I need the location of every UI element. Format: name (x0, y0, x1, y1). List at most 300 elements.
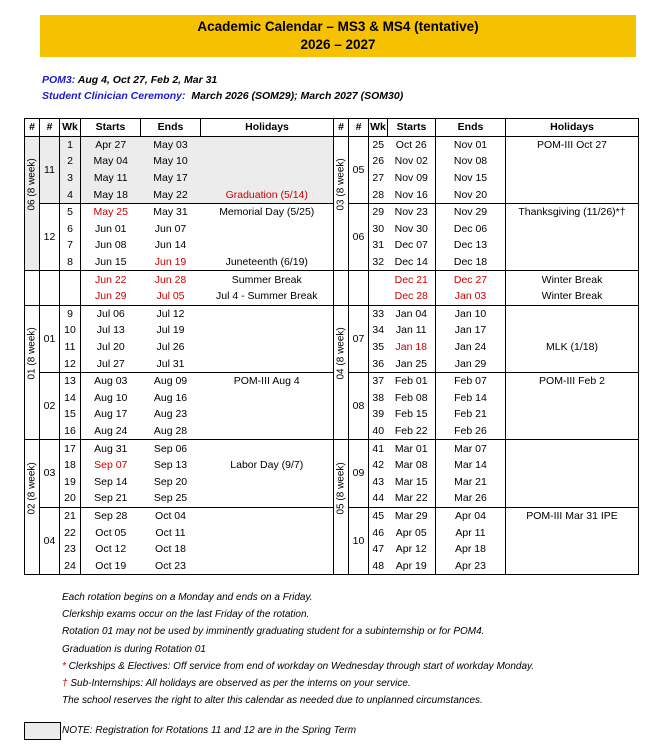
col-week: Wk (369, 119, 388, 137)
week-number: 1 (60, 136, 81, 153)
week-number: 21 (60, 507, 81, 524)
col-rotation: # (40, 119, 60, 137)
start-date: Apr 05 (395, 526, 427, 539)
table-row (25, 490, 639, 507)
week-number: 6 (60, 221, 81, 238)
holiday (201, 473, 334, 490)
week-number: 29 (369, 203, 388, 220)
start-date: Mar 08 (394, 459, 428, 472)
week-number: 38 (372, 391, 385, 404)
end-date: May 10 (141, 153, 201, 170)
end-date: Sep 06 (141, 440, 201, 457)
ceremony-line (42, 90, 403, 102)
rotation-number: 05 (349, 136, 369, 203)
start-date: Jun 01 (94, 222, 127, 235)
end-date: May 31 (141, 203, 201, 220)
end-date: Sep 13 (153, 459, 188, 472)
table-row (25, 221, 639, 238)
holiday: Winter Break (506, 288, 639, 305)
end-date: Dec 13 (436, 237, 506, 254)
table-row (25, 288, 639, 305)
holiday (201, 153, 334, 170)
end-date: Aug 23 (153, 408, 188, 421)
block-label-text: 02 (8 week) (26, 461, 38, 515)
end-date: Nov 01 (436, 136, 506, 153)
holiday (506, 406, 639, 423)
holiday (201, 524, 334, 541)
week-number: 9 (60, 305, 81, 322)
week-number: 46 (372, 526, 385, 539)
week-number: 16 (60, 423, 81, 440)
week-number: 18 (60, 457, 81, 474)
calendar-table (24, 118, 639, 575)
block-label (25, 271, 40, 305)
title-banner (40, 15, 636, 57)
start-date: Mar 15 (394, 475, 428, 488)
end-date: Jun 28 (141, 271, 201, 288)
legend-swatch (24, 722, 61, 740)
start-date: Aug 17 (94, 408, 128, 421)
rotation-number (349, 271, 369, 305)
week-number: 11 (60, 339, 81, 356)
table-row (25, 524, 639, 541)
rotation-number: 03 (40, 440, 60, 507)
note-line (62, 658, 534, 675)
table-row (25, 186, 639, 203)
end-date: Dec 27 (436, 271, 506, 288)
holiday (506, 541, 639, 558)
end-date: Nov 20 (436, 186, 506, 203)
start-date: Nov 16 (394, 188, 428, 201)
start-date: May 11 (81, 170, 141, 187)
holiday (201, 406, 334, 423)
table-row (25, 136, 639, 153)
holiday (506, 170, 639, 187)
note-text: Sub-Internships: All holidays are observed as per the interns on your service. (67, 678, 411, 690)
holiday (201, 221, 334, 238)
holiday: MLK (1/18) (506, 339, 639, 356)
holiday: POM-III Oct 27 (506, 136, 639, 153)
week-number: 44 (372, 492, 385, 505)
start-date: Oct 19 (81, 557, 141, 574)
week-number: 25 (369, 136, 388, 153)
holiday (506, 305, 639, 322)
end-date: Nov 08 (436, 153, 506, 170)
holiday: Jul 4 - Summer Break (201, 288, 334, 305)
start-date: Aug 03 (81, 372, 141, 389)
start-date: Dec 21 (388, 271, 436, 288)
footer-note: NOTE: Registration for Rotations 11 and 12 are in the Spring Term (62, 725, 357, 736)
col-block: # (334, 119, 349, 137)
end-date: Feb 07 (436, 372, 506, 389)
week-number (60, 288, 81, 305)
start-date: Aug 24 (94, 424, 128, 437)
note-line (62, 692, 534, 709)
holiday (506, 186, 639, 203)
holiday (506, 221, 639, 238)
table-row (25, 153, 639, 170)
block-label (334, 305, 349, 440)
note-marker: † (62, 678, 68, 690)
end-date: Oct 11 (155, 526, 186, 539)
week-number: 48 (369, 557, 388, 574)
rotation-number: 11 (40, 136, 60, 203)
table-row (25, 541, 639, 558)
holiday: Memorial Day (5/25) (201, 203, 334, 220)
end-date: Jan 03 (436, 288, 506, 305)
start-date: Nov 30 (394, 222, 428, 235)
start-date: Jan 18 (395, 341, 428, 354)
start-date: Jun 08 (94, 239, 127, 252)
note-line (62, 623, 534, 640)
block-label (25, 440, 40, 575)
note-text: Rotation 01 may not be used by imminently graduating student for a subinternship or for POM4. (62, 626, 485, 638)
col-holidays: Holidays (201, 119, 334, 137)
block-label (334, 136, 349, 271)
start-date: Oct 26 (388, 136, 436, 153)
week-number: 28 (372, 188, 385, 201)
end-date: Nov 29 (436, 203, 506, 220)
start-date: Sep 21 (94, 492, 128, 505)
end-date: Jun 19 (154, 256, 187, 269)
end-date: Jan 17 (436, 322, 506, 339)
table-row (25, 305, 639, 322)
week-number: 24 (60, 557, 81, 574)
note-text: Graduation is during Rotation 01 (62, 643, 206, 655)
week-number: 34 (372, 324, 385, 337)
col-week: Wk (60, 119, 81, 137)
holiday (506, 440, 639, 457)
pom3-label: POM3: (42, 74, 76, 86)
holiday: POM-III Mar 31 IPE (506, 507, 639, 524)
start-date: Sep 28 (81, 507, 141, 524)
end-date: May 22 (141, 186, 201, 203)
start-date: Apr 19 (388, 557, 436, 574)
table-row (25, 390, 639, 407)
block-label (25, 305, 40, 440)
week-number: 37 (369, 372, 388, 389)
week-number: 23 (60, 541, 81, 558)
note-text: The school reserves the right to alter this calendar as needed due to unplanned circumstances. (62, 695, 483, 707)
holiday: Labor Day (9/7) (201, 457, 334, 474)
holiday (201, 557, 334, 574)
start-date: Jun 22 (81, 271, 141, 288)
col-rotation: # (349, 119, 369, 137)
start-date: Dec 28 (394, 290, 428, 303)
rotation-number: 04 (40, 507, 60, 574)
col-ends: Ends (141, 119, 201, 137)
rotation-number (40, 271, 60, 305)
end-date: Sep 20 (153, 475, 188, 488)
week-number: 5 (60, 203, 81, 220)
end-date: Feb 21 (436, 406, 506, 423)
holiday (506, 254, 639, 271)
end-date: Mar 21 (436, 473, 506, 490)
week-number: 27 (372, 172, 385, 185)
col-starts: Starts (388, 119, 436, 137)
note-text: Each rotation begins on a Monday and ends on a Friday. (62, 592, 313, 603)
start-date: Nov 23 (388, 203, 436, 220)
col-block: # (25, 119, 40, 137)
week-number: 14 (60, 390, 81, 407)
end-date: Oct 18 (155, 543, 186, 556)
week-number: 10 (60, 322, 81, 339)
week-number: 39 (372, 408, 385, 421)
table-row (25, 355, 639, 372)
week-number: 31 (372, 239, 385, 252)
rotation-number: 12 (40, 203, 60, 270)
start-date: Feb 22 (394, 424, 428, 437)
end-date: Feb 26 (436, 423, 506, 440)
end-date: May 03 (141, 136, 201, 153)
end-date: Oct 23 (141, 557, 201, 574)
end-date: Apr 11 (436, 524, 506, 541)
holiday (506, 237, 639, 254)
note-marker: * (62, 660, 66, 672)
holiday (201, 355, 334, 372)
table-row (25, 322, 639, 339)
week-number: 2 (60, 153, 81, 170)
week-number: 3 (60, 170, 81, 187)
end-date: Apr 23 (436, 557, 506, 574)
table-row (25, 203, 639, 220)
holiday (506, 457, 639, 474)
start-date: Jan 04 (388, 305, 436, 322)
week-number: 45 (369, 507, 388, 524)
start-date: May 04 (81, 153, 141, 170)
holiday (201, 237, 334, 254)
holiday (201, 490, 334, 507)
end-date: Jul 19 (156, 324, 185, 337)
holiday: Summer Break (201, 271, 334, 288)
holiday (201, 423, 334, 440)
start-date: Feb 01 (388, 372, 436, 389)
block-label (334, 440, 349, 575)
table-row (25, 507, 639, 524)
block-label (334, 271, 349, 305)
week-number: 20 (60, 490, 81, 507)
week-number: 47 (372, 543, 385, 556)
week-number: 36 (372, 357, 385, 370)
start-date: Dec 14 (394, 256, 428, 269)
start-date: Oct 12 (95, 543, 127, 556)
end-date: Aug 16 (153, 391, 188, 404)
end-date: Dec 18 (436, 254, 506, 271)
end-date: Jan 24 (436, 339, 506, 356)
start-date: Apr 27 (81, 136, 141, 153)
pom3-line (42, 74, 217, 86)
start-date: Jul 20 (96, 341, 125, 354)
col-ends: Ends (436, 119, 506, 137)
start-date: Mar 29 (388, 507, 436, 524)
holiday: Graduation (5/14) (201, 186, 334, 203)
holiday: Thanksgiving (11/26)*† (506, 203, 639, 220)
ceremony-label: Student Clinician Ceremony: (42, 90, 186, 102)
holiday (506, 557, 639, 574)
week-number: 26 (372, 155, 385, 168)
header-row (25, 119, 639, 137)
holiday: Winter Break (506, 271, 639, 288)
week-number: 17 (60, 440, 81, 457)
start-date: Jul 27 (96, 357, 125, 370)
end-date: Mar 07 (436, 440, 506, 457)
holiday (201, 507, 334, 524)
holiday (201, 136, 334, 153)
end-date: Jan 10 (436, 305, 506, 322)
table-row (25, 440, 639, 457)
end-date: Aug 28 (153, 424, 188, 437)
start-date: Sep 07 (94, 459, 128, 472)
rotation-number: 09 (349, 440, 369, 507)
holiday (506, 390, 639, 407)
start-date: May 18 (81, 186, 141, 203)
week-number: 12 (60, 355, 81, 372)
start-date: Jan 25 (395, 357, 428, 370)
rotation-number: 08 (349, 372, 369, 439)
week-number: 19 (60, 473, 81, 490)
col-holidays: Holidays (506, 119, 639, 137)
holiday: Juneteenth (6/19) (201, 254, 334, 271)
end-date: Aug 09 (141, 372, 201, 389)
table-row (25, 457, 639, 474)
week-number: 7 (60, 237, 81, 254)
start-date: Feb 15 (394, 408, 428, 421)
week-number: 4 (60, 186, 81, 203)
holiday (506, 153, 639, 170)
holiday (506, 490, 639, 507)
end-date: Nov 15 (436, 170, 506, 187)
rotation-number: 10 (349, 507, 369, 574)
start-date: Sep 14 (94, 475, 128, 488)
start-date: Jul 13 (96, 324, 125, 337)
week-number (60, 271, 81, 288)
end-date: May 17 (141, 170, 201, 187)
calendar-title: Academic Calendar – MS3 & MS4 (tentative) (197, 19, 479, 34)
end-date: Mar 26 (436, 490, 506, 507)
block-label-text: 06 (8 week) (26, 158, 38, 211)
holiday (201, 440, 334, 457)
end-date: Apr 18 (436, 541, 506, 558)
holiday (506, 524, 639, 541)
end-date: Sep 25 (153, 492, 188, 505)
holiday (201, 322, 334, 339)
start-date: Apr 12 (395, 543, 427, 556)
holiday (506, 355, 639, 372)
end-date: Jun 14 (154, 239, 187, 252)
start-date: Oct 05 (95, 526, 127, 539)
week-number: 35 (372, 341, 385, 354)
note-line (62, 606, 534, 623)
block-label-text: 03 (8 week) (335, 158, 347, 211)
table-row (25, 170, 639, 187)
holiday: POM-III Feb 2 (506, 372, 639, 389)
start-date: May 25 (81, 203, 141, 220)
note-text: Clerkship exams occur on the last Friday of the rotation. (62, 609, 310, 621)
end-date: Jul 12 (141, 305, 201, 322)
note-line (62, 589, 534, 606)
end-date: Jan 29 (436, 355, 506, 372)
start-date: Aug 31 (81, 440, 141, 457)
end-date: Feb 14 (436, 390, 506, 407)
table-row (25, 557, 639, 574)
week-number: 22 (60, 524, 81, 541)
rotation-number: 01 (40, 305, 60, 372)
end-date: Mar 14 (436, 457, 506, 474)
table-row (25, 372, 639, 389)
week-number (369, 271, 388, 288)
start-date: Nov 02 (394, 155, 428, 168)
start-date: Dec 07 (394, 239, 428, 252)
start-date: Aug 10 (94, 391, 128, 404)
start-date: Jun 15 (94, 256, 127, 269)
week-number: 33 (369, 305, 388, 322)
week-number: 13 (60, 372, 81, 389)
start-date: Mar 01 (388, 440, 436, 457)
end-date: Jul 31 (156, 357, 185, 370)
holiday (201, 339, 334, 356)
block-label (25, 136, 40, 271)
week-number: 42 (372, 459, 385, 472)
note-line (62, 675, 534, 692)
end-date: Jul 05 (156, 290, 185, 303)
pom3-value: Aug 4, Oct 27, Feb 2, Mar 31 (77, 74, 218, 86)
holiday: POM-III Aug 4 (201, 372, 334, 389)
week-number: 32 (372, 256, 385, 269)
holiday (201, 170, 334, 187)
table-row (25, 423, 639, 440)
table-row (25, 271, 639, 288)
start-date: Jan 11 (395, 324, 427, 337)
week-number: 15 (60, 406, 81, 423)
week-number: 8 (60, 254, 81, 271)
start-date: Jun 29 (94, 290, 127, 303)
note-text: Clerkships & Electives: Off service from end of workday on Wednesday through start of workday Monday. (65, 660, 535, 672)
week-number: 43 (372, 475, 385, 488)
week-number: 30 (372, 222, 385, 235)
block-label-text: 04 (8 week) (335, 327, 347, 380)
table-row (25, 473, 639, 490)
table-row (25, 406, 639, 423)
block-label-text: 05 (8 week) (335, 461, 347, 515)
start-date: Nov 09 (394, 172, 428, 185)
holiday (201, 541, 334, 558)
rotation-number: 02 (40, 372, 60, 439)
holiday (506, 423, 639, 440)
table-row (25, 237, 639, 254)
end-date: Oct 04 (141, 507, 201, 524)
rotation-number: 06 (349, 203, 369, 270)
end-date: Jun 07 (154, 222, 187, 235)
block-label-text: 01 (8 week) (26, 327, 38, 380)
note-line (62, 641, 534, 658)
end-date: Dec 06 (436, 221, 506, 238)
start-date: Jul 06 (81, 305, 141, 322)
week-number: 40 (372, 424, 385, 437)
end-date: Jul 26 (156, 341, 185, 354)
start-date: Mar 22 (394, 492, 428, 505)
table-row (25, 254, 639, 271)
ceremony-value: March 2026 (SOM29); March 2027 (SOM30) (191, 90, 404, 102)
week-number: 41 (369, 440, 388, 457)
notes-block (62, 589, 534, 709)
calendar-year: 2026 – 2027 (300, 37, 376, 52)
week-number (369, 288, 388, 305)
col-starts: Starts (81, 119, 141, 137)
start-date: Feb 08 (394, 391, 428, 404)
holiday (201, 390, 334, 407)
rotation-number: 07 (349, 305, 369, 372)
table-row (25, 339, 639, 356)
